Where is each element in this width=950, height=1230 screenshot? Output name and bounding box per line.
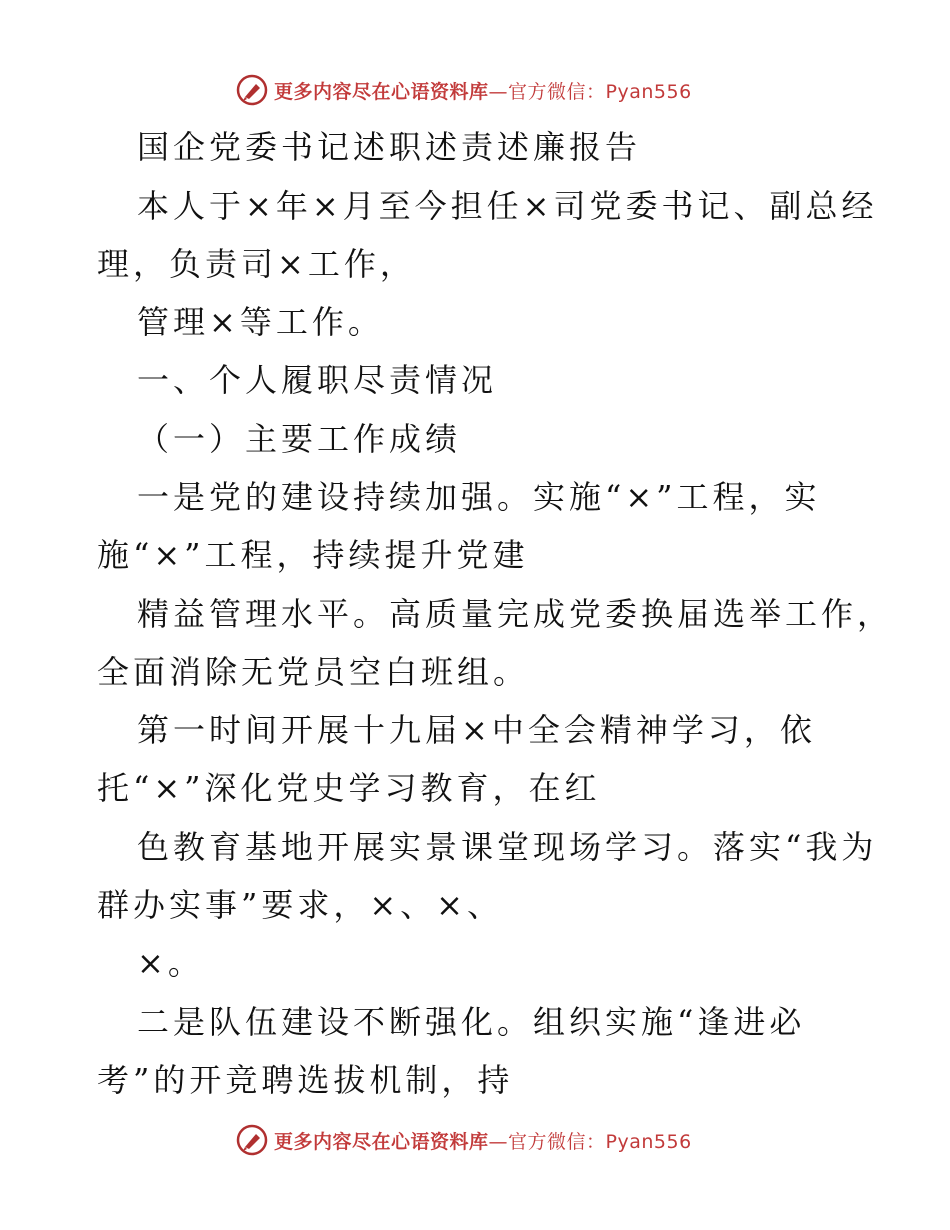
document-title: 国企党委书记述职述责述廉报告 (137, 128, 642, 166)
paragraph-line: 一是党的建设持续加强。实施“×”工程，实 (137, 478, 821, 516)
pen-nib-icon (236, 1124, 268, 1156)
watermark-brand: 更多内容尽在心语资料库 (274, 1130, 489, 1153)
paragraph-line: 群办实事”要求，×、×、 (97, 886, 503, 924)
paragraph-line: 精益管理水平。高质量完成党委换届选举工作， (137, 595, 894, 633)
paragraph-line: 色教育基地开展实景课堂现场学习。落实“我为 (137, 828, 878, 866)
paragraph-line: 第一时间开展十九届×中全会精神学习，依 (137, 711, 816, 749)
watermark-brand: 更多内容尽在心语资料库 (274, 80, 489, 103)
paragraph-line: 托“×”深化党史学习教育，在红 (97, 769, 601, 807)
watermark-text (274, 77, 692, 104)
section-heading: 一、个人履职尽责情况 (137, 361, 498, 399)
watermark-footer (236, 1122, 756, 1158)
paragraph-line: 施“×”工程，持续提升党建 (97, 536, 529, 574)
paragraph-line: 管理×等工作。 (137, 303, 384, 341)
pen-nib-icon (236, 74, 268, 106)
paragraph-line: ×。 (137, 944, 204, 982)
paragraph-line: 全面消除无党员空白班组。 (97, 653, 530, 691)
watermark-contact: —官方微信：Pyan556 (488, 80, 692, 103)
subsection-heading: （一）主要工作成绩 (137, 420, 462, 458)
paragraph-line: 本人于×年×月至今担任×司党委书记、副总经 (137, 187, 878, 225)
watermark-contact: —官方微信：Pyan556 (488, 1130, 692, 1153)
paragraph-line: 考”的开竞聘选拔机制，持 (97, 1061, 514, 1099)
watermark-header (236, 72, 756, 108)
watermark-text (274, 1127, 692, 1154)
paragraph-line: 理，负责司×工作， (97, 245, 416, 283)
paragraph-line: 二是队伍建设不断强化。组织实施“逢进必 (137, 1003, 806, 1041)
